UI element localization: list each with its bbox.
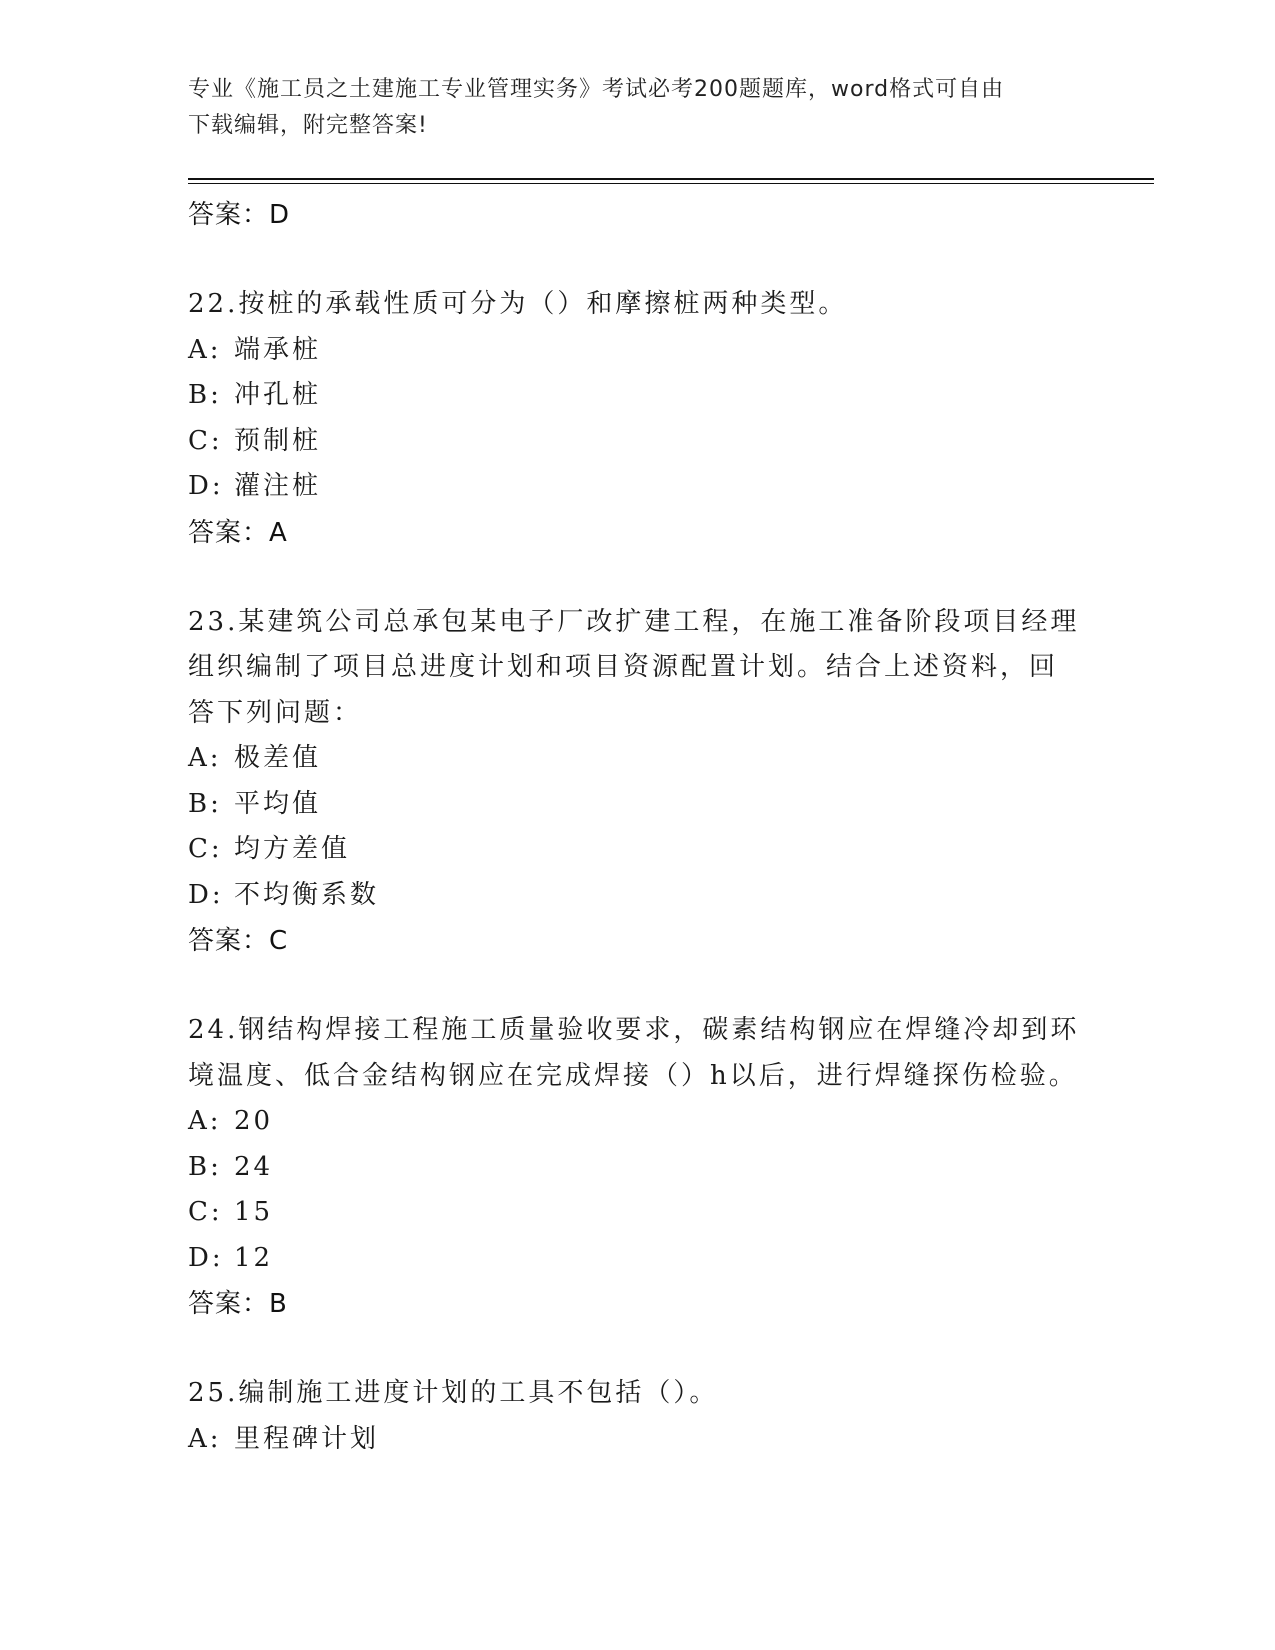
- option-c: [188, 827, 1088, 873]
- header-rule-thick: [188, 178, 1154, 180]
- answer: 答案：A: [188, 517, 288, 548]
- option-text: 15: [234, 1197, 274, 1227]
- option-text: 平均值: [234, 788, 322, 819]
- option-text: 预制桩: [234, 425, 322, 456]
- option-key: D:: [188, 879, 224, 910]
- option-d: [188, 873, 1088, 919]
- option-b: [188, 373, 1088, 419]
- answer: 答案：C: [188, 926, 289, 956]
- option-a: [188, 328, 1088, 374]
- header-line-1: 专业《施工员之土建施工专业管理实务》考试必考200题题库，word格式可自由: [188, 77, 1005, 102]
- option-b: [188, 782, 1088, 828]
- question-24: [188, 1008, 1088, 1327]
- question-text-line-1: 24.钢结构焊接工程施工质量验收要求，碳素结构钢应在焊缝冷却到环: [188, 1015, 1080, 1045]
- option-key: B:: [188, 380, 222, 410]
- option-key: D:: [188, 1242, 224, 1273]
- question-25: [188, 1371, 1088, 1462]
- option-key: A:: [188, 334, 222, 365]
- header-line-2: 下载编辑，附完整答案!: [188, 113, 428, 138]
- option-b: [188, 1145, 1088, 1191]
- option-a: [188, 1099, 1088, 1145]
- option-a: [188, 736, 1088, 782]
- option-key: A:: [188, 1106, 222, 1136]
- option-c: [188, 1190, 1088, 1236]
- option-key: B:: [188, 788, 222, 819]
- option-text: 24: [234, 1151, 274, 1182]
- option-text: 不均衡系数: [234, 879, 380, 910]
- option-key: C:: [188, 1197, 223, 1227]
- option-a: [188, 1417, 1088, 1463]
- option-text: 端承桩: [234, 334, 322, 365]
- page-header: [188, 72, 1088, 144]
- option-text: 均方差值: [234, 834, 351, 864]
- option-key: D:: [188, 471, 224, 501]
- question-text-line-1: 23.某建筑公司总承包某电子厂改扩建工程，在施工准备阶段项目经理: [188, 606, 1080, 637]
- option-key: B:: [188, 1151, 222, 1182]
- option-c: [188, 419, 1088, 465]
- option-key: A:: [188, 1423, 222, 1454]
- option-text: 12: [234, 1242, 274, 1273]
- question-text-line-3: 答下列问题：: [188, 697, 363, 728]
- option-text: 冲孔桩: [234, 380, 322, 410]
- question-text: 25.编制施工进度计划的工具不包括（）。: [188, 1378, 719, 1408]
- option-text: 20: [234, 1106, 274, 1136]
- question-text: 22.按桩的承载性质可分为（）和摩擦桩两种类型。: [188, 289, 848, 319]
- question-22: [188, 282, 1088, 556]
- option-key: C:: [188, 834, 223, 864]
- option-text: 极差值: [234, 743, 322, 773]
- question-text-line-2: 组织编制了项目总进度计划和项目资源配置计划。结合上述资料，回: [188, 652, 1059, 682]
- question-23: [188, 600, 1088, 965]
- option-d: [188, 1236, 1088, 1282]
- previous-answer: 答案：D: [188, 200, 291, 230]
- option-d: [188, 464, 1088, 510]
- question-text-line-2: 境温度、低合金结构钢应在完成焊接（）h以后，进行焊缝探伤检验。: [188, 1060, 1078, 1091]
- option-text: 灌注桩: [234, 471, 322, 501]
- option-key: C:: [188, 425, 223, 456]
- option-text: 里程碑计划: [234, 1423, 380, 1454]
- document-body: [188, 188, 1088, 1462]
- option-key: A:: [188, 743, 222, 773]
- answer: 答案：B: [188, 1289, 288, 1319]
- header-rule-thin: [188, 183, 1154, 184]
